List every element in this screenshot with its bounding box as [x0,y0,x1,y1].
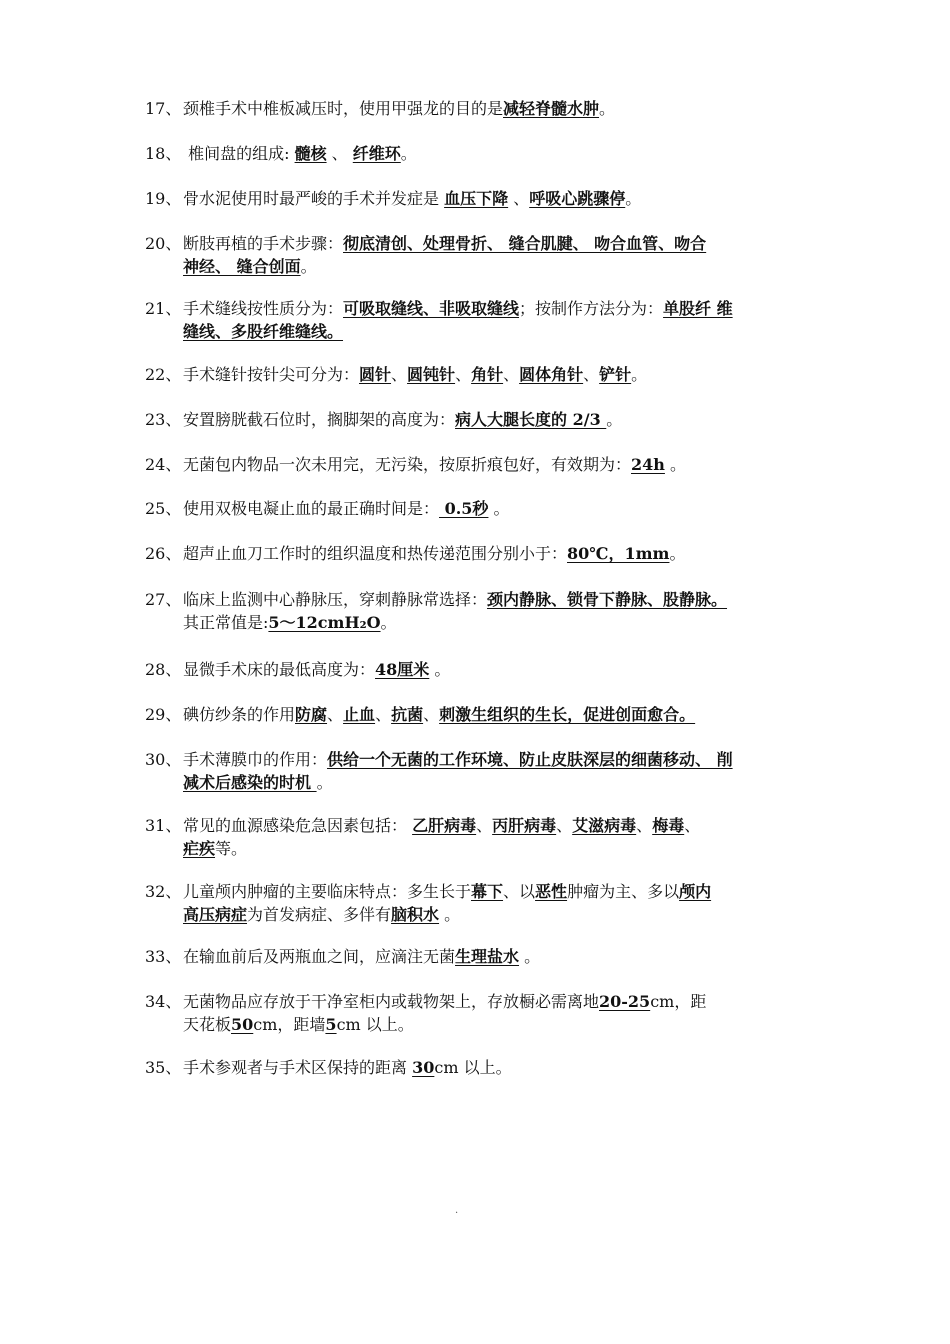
question-line [145,408,825,431]
question-number: 31、 [145,816,182,835]
question-line [145,588,825,611]
question-number: 22、 [145,365,182,384]
question-text: 。 [316,773,333,792]
question-number: 24、 [145,455,182,474]
answer-text: 颅内 [679,882,712,901]
answer-text: 防腐 [295,705,328,724]
question-26 [145,542,825,565]
answer-text: 48厘米 [375,660,430,679]
question-text: 、 [455,365,472,384]
question-text: 在输血前后及两瓶血之间，应滴注无菌 [183,947,456,966]
question-line [145,945,825,968]
question-text: 等。 [215,839,248,858]
answer-text: 颈内静脉、锁骨下静脉、股静脉。 [487,590,728,609]
question-number: 23、 [145,410,182,429]
question-line [145,658,825,681]
answer-text: 抗菌 [391,705,424,724]
answer-text: 疟疾 [183,839,216,858]
question-number: 33、 [145,947,182,966]
question-text: 。 [300,257,317,276]
question-line [145,453,825,476]
question-35 [145,1056,825,1079]
question-number: 27、 [145,590,182,609]
question-text: 其正常值是: [183,613,269,632]
question-text: 无菌包内物品一次未用完，无污染，按原折痕包好，有效期为： [183,455,632,474]
question-20 [145,232,825,278]
question-17 [145,97,825,120]
question-text: 、 [476,816,493,835]
question-number: 29、 [145,705,182,724]
question-text: 。 [599,99,616,118]
answer-text: 止血 [343,705,376,724]
answer-text: 丙肝病毒 [492,816,557,835]
question-line [145,97,825,120]
question-21 [145,297,825,343]
question-line [145,903,825,926]
question-text: 手术薄膜巾的作用： [183,750,328,769]
answer-text: 乙肝病毒 [412,816,477,835]
answer-text: 恶性 [535,882,568,901]
answer-text: 血压下降 [444,189,509,208]
answer-text: 5～12cmH₂O [268,613,381,632]
question-line [145,297,825,320]
question-line [145,1056,825,1079]
question-line [145,771,825,794]
answer-text: 单股纤 维 [663,299,733,318]
question-text: 肿瘤为主、多以 [567,882,680,901]
question-number: 32、 [145,882,182,901]
answer-text: 5 [325,1015,337,1034]
question-line [145,880,825,903]
question-text: 临床上监测中心静脉压，穿刺静脉常选择： [183,590,488,609]
question-19 [145,187,825,210]
answer-text: 角针 [471,365,504,384]
question-line [145,232,825,255]
question-line [145,837,825,860]
answer-text: 缝线、多股纤维缝线。 [183,322,344,341]
question-text: 。 [429,660,451,679]
question-number: 20、 [145,234,182,253]
question-line [145,497,825,520]
question-text: 颈椎手术中椎板减压时，使用甲强龙的目的是 [183,99,504,118]
answer-text: 0.5秒 [439,499,489,518]
question-text: 、 [508,189,530,208]
question-30 [145,748,825,794]
question-24 [145,453,825,476]
question-text: cm 以上。 [434,1058,512,1077]
question-number: 34、 [145,992,182,1011]
question-number: 18、 [145,144,182,163]
question-34 [145,990,825,1036]
question-line [145,320,825,343]
answer-text: 圆体角针 [519,365,584,384]
question-text: 、 [423,705,440,724]
answer-text: 梅毒 [652,816,685,835]
question-25 [145,497,825,520]
question-number: 19、 [145,189,182,208]
question-number: 26、 [145,544,182,563]
question-line [145,142,825,165]
question-18 [145,142,825,165]
question-number: 28、 [145,660,182,679]
question-line [145,187,825,210]
question-31 [145,814,825,860]
answer-text: 刺激生组织的生长，促进创面愈合。 [439,705,696,724]
question-33 [145,945,825,968]
question-number: 17、 [145,99,182,118]
question-text: 骨水泥使用时最严峻的手术并发症是 [183,189,445,208]
answer-text: 艾滋病毒 [572,816,637,835]
question-number: 25、 [145,499,182,518]
answer-text: 圆钝针 [407,365,456,384]
question-line [145,703,825,726]
answer-text: 50 [231,1015,254,1034]
answer-text: 铲针 [599,365,632,384]
question-32 [145,880,825,926]
question-line [145,542,825,565]
answer-text: 圆针 [359,365,392,384]
answer-text: 20-25 [599,992,651,1011]
question-number: 21、 [145,299,182,318]
question-line [145,363,825,386]
question-text: 、 [556,816,573,835]
question-text: 安置膀胱截石位时，搁脚架的高度为： [183,410,456,429]
question-text: 无菌物品应存放于干净室柜内或载物架上，存放橱必需离地 [183,992,600,1011]
question-text: 。 [625,189,642,208]
question-text: 常见的血源感染危急因素包括： [183,816,413,835]
question-text: 、 [391,365,408,384]
question-text: 天花板 [183,1015,232,1034]
question-29 [145,703,825,726]
question-28 [145,658,825,681]
answer-text: 80℃，1mm [567,544,670,563]
question-text: 。 [631,365,648,384]
question-text: 。 [439,905,461,924]
answer-text: 彻底清创、处理骨折、 缝合肌腱、 吻合血管、吻合 [343,234,707,253]
question-text: 、 [583,365,600,384]
answer-text: 减轻脊髓水肿 [503,99,600,118]
question-text: 。 [380,613,397,632]
answer-text: 纤维环 [352,144,401,163]
question-22 [145,363,825,386]
answer-text: 30 [412,1058,435,1077]
answer-text: 髓核 [294,144,327,163]
question-text: 手术参观者与手术区保持的距离 [183,1058,413,1077]
question-text: 、 [503,365,520,384]
question-text: 使用双极电凝止血的最正确时间是： [183,499,440,518]
question-text: 显微手术床的最低高度为： [183,660,376,679]
question-text: 。 [519,947,541,966]
question-text: 。 [664,455,687,474]
question-text: cm 以上。 [336,1015,414,1034]
question-text: 、 [684,816,701,835]
question-text: 。 [606,410,623,429]
question-line [145,748,825,771]
answer-text: 病人大腿长度的 2/3 [455,410,607,429]
question-text: 手术缝线按性质分为： [183,299,344,318]
question-text: ；按制作方法分为： [519,299,664,318]
question-text: cm，距墙 [253,1015,326,1034]
question-line [145,990,825,1013]
question-line [145,1013,825,1036]
question-line [145,611,825,634]
question-text: 、 [375,705,392,724]
question-text: 。 [669,544,686,563]
answer-text: 24h [631,455,665,474]
question-text: 超声止血刀工作时的组织温度和热传递范围分别小于： [183,544,568,563]
footer-mark: . [455,1205,459,1216]
question-text: 椎间盘的组成: [183,144,295,163]
question-text: 、 [326,144,353,163]
question-line [145,255,825,278]
answer-text: 减术后感染的时机 [183,773,317,792]
question-text: 儿童颅内肿瘤的主要临床特点：多生长于 [183,882,472,901]
question-text: 、 [327,705,344,724]
question-text: 为首发病症、多伴有 [247,905,392,924]
question-27 [145,588,825,634]
answer-text: 呼吸心跳骤停 [529,189,626,208]
answer-text: 可吸取缝线、非吸取缝线 [343,299,520,318]
question-line [145,814,825,837]
question-text: 断肢再植的手术步骤： [183,234,344,253]
question-text: 手术缝针按针尖可分为： [183,365,360,384]
answer-text: 供给一个无菌的工作环境、防止皮肤深层的细菌移动、 削 [327,750,733,769]
question-number: 35、 [145,1058,182,1077]
answer-text: 生理盐水 [455,947,520,966]
question-number: 30、 [145,750,182,769]
answer-text: 高压病症 [183,905,248,924]
question-text: 、 [636,816,653,835]
question-text: cm，距 [650,992,707,1011]
answer-text: 神经、 缝合创面 [183,257,301,276]
answer-text: 幕下 [471,882,504,901]
question-text: 、以 [503,882,536,901]
question-text: 。 [400,144,417,163]
question-text: 碘仿纱条的作用 [183,705,296,724]
question-text: 。 [488,499,510,518]
answer-text: 脑积水 [391,905,440,924]
question-23 [145,408,825,431]
